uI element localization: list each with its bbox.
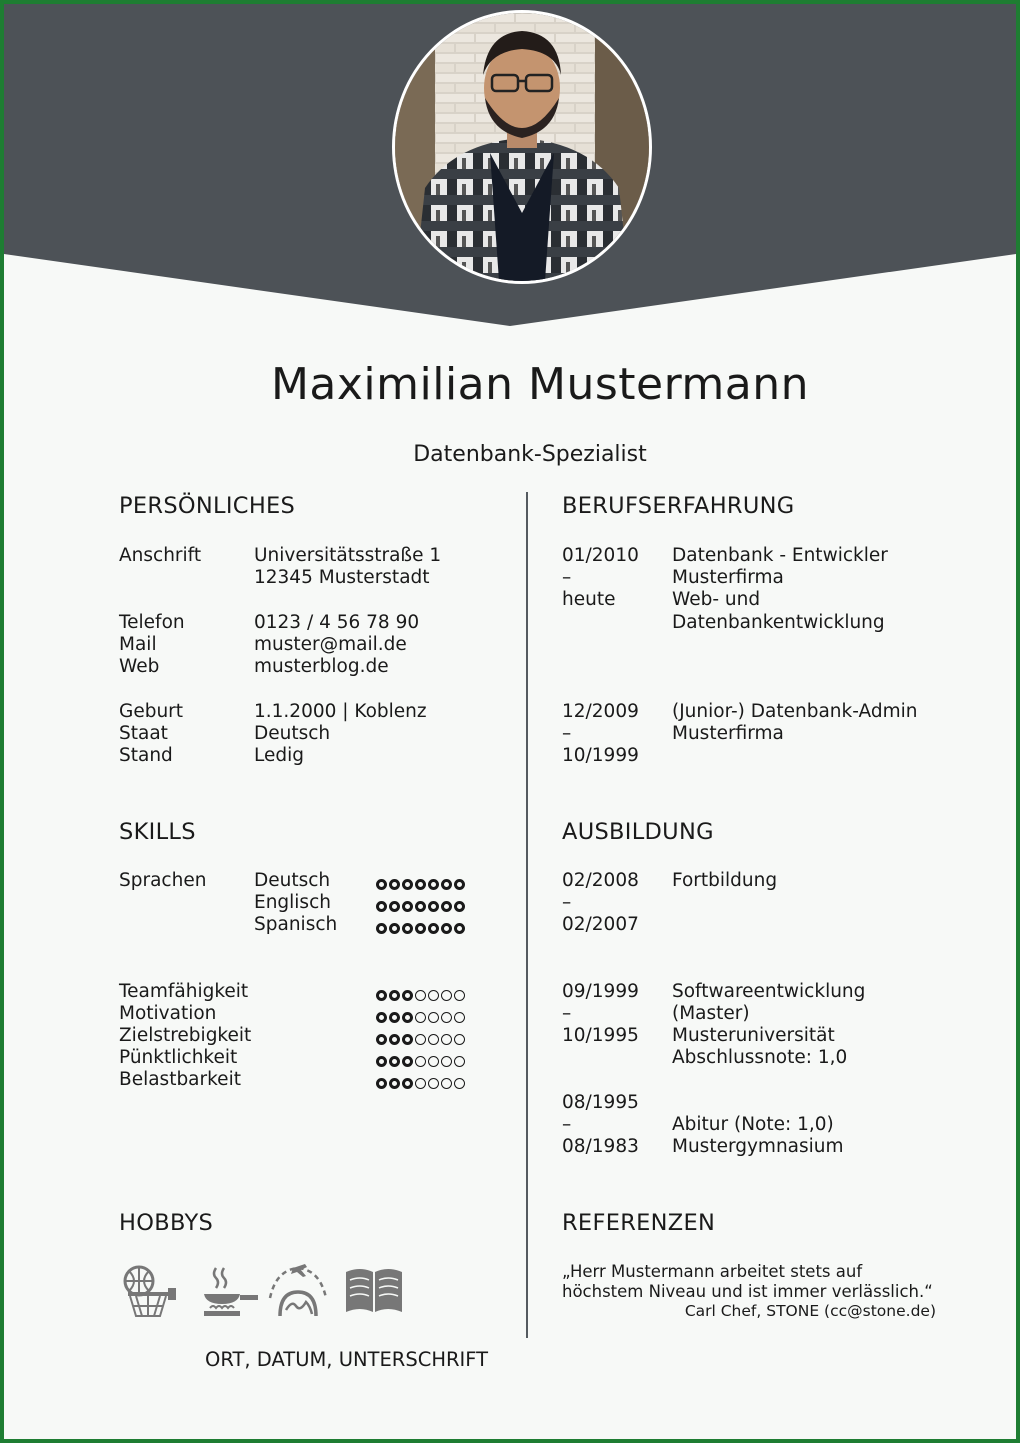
- rating-dot-filled: [389, 901, 400, 912]
- profile-photo-illustration: [395, 13, 649, 281]
- rating-dot-filled: [428, 901, 439, 912]
- language-name: Deutsch: [254, 870, 331, 891]
- hobbies-heading: HOBBYS: [119, 1210, 214, 1236]
- rating-dot-empty: [441, 1034, 452, 1045]
- column-divider: [526, 492, 528, 1338]
- job-company: Musterfirma: [672, 567, 784, 588]
- rating-dot-filled: [402, 879, 413, 890]
- job-title: Datenbank-Spezialist: [413, 442, 647, 467]
- soft-skill-name: Zielstrebigkeit: [119, 1025, 252, 1046]
- soft-skill-name: Belastbarkeit: [119, 1069, 241, 1090]
- reference-quote: „Herr Mustermann arbeitet stets auf: [562, 1262, 863, 1281]
- skill-rating: [376, 1008, 465, 1027]
- rating-dot-filled: [454, 923, 465, 934]
- travel-icon: [266, 1262, 330, 1318]
- rating-dot-empty: [441, 990, 452, 1001]
- rating-dot-empty: [441, 1012, 452, 1023]
- job-date-dash: –: [562, 723, 572, 744]
- personal-heading: PERSÖNLICHES: [119, 493, 296, 519]
- rating-dot-filled: [376, 879, 387, 890]
- nationality-value: Deutsch: [254, 723, 331, 744]
- job-date-dash: –: [562, 567, 572, 588]
- rating-dot-filled: [415, 901, 426, 912]
- skill-rating: [376, 1074, 465, 1093]
- rating-dot-empty: [454, 990, 465, 1001]
- rating-dot-filled: [376, 1056, 387, 1067]
- rating-dot-filled: [389, 1078, 400, 1089]
- address-label: Anschrift: [119, 545, 202, 566]
- education-heading: AUSBILDUNG: [562, 819, 714, 845]
- edu-title: Fortbildung: [672, 870, 778, 891]
- rating-dot-filled: [389, 1034, 400, 1045]
- profile-photo: [392, 10, 652, 284]
- rating-dot-empty: [415, 1012, 426, 1023]
- rating-dot-filled: [441, 901, 452, 912]
- job-date-from: 01/2010: [562, 545, 639, 566]
- book-icon: [344, 1266, 404, 1314]
- web-label: Web: [119, 656, 160, 677]
- references-heading: REFERENZEN: [562, 1210, 716, 1236]
- rating-dot-filled: [454, 879, 465, 890]
- edu-date-to: 02/2007: [562, 914, 639, 935]
- job-date-to: heute: [562, 589, 616, 610]
- job-date-from: 12/2009: [562, 701, 639, 722]
- language-name: Spanisch: [254, 914, 338, 935]
- edu-institution: Mustergymnasium: [672, 1136, 844, 1157]
- job-detail: Datenbankentwicklung: [672, 612, 885, 633]
- edu-institution: Musteruniversität: [672, 1025, 835, 1046]
- edu-date-dash: –: [562, 1114, 572, 1135]
- signature-line: ORT, DATUM, UNTERSCHRIFT: [205, 1348, 489, 1371]
- rating-dot-filled: [389, 879, 400, 890]
- reference-quote: höchstem Niveau und ist immer verlässlich.“: [562, 1282, 933, 1301]
- rating-dot-filled: [415, 923, 426, 934]
- skills-heading: SKILLS: [119, 819, 196, 845]
- marital-status-label: Stand: [119, 745, 173, 766]
- skill-rating: [376, 1030, 465, 1049]
- cooking-icon: [200, 1266, 262, 1318]
- rating-dot-empty: [428, 1012, 439, 1023]
- soft-skill-name: Motivation: [119, 1003, 217, 1024]
- edu-date-from: 02/2008: [562, 870, 639, 891]
- basketball-icon: [120, 1264, 182, 1320]
- rating-dot-filled: [402, 990, 413, 1001]
- edu-degree: (Master): [672, 1003, 750, 1024]
- rating-dot-filled: [428, 923, 439, 934]
- phone-label: Telefon: [119, 612, 185, 633]
- address-line1: Universitätsstraße 1: [254, 545, 442, 566]
- address-line2: 12345 Musterstadt: [254, 567, 430, 588]
- rating-dot-filled: [389, 923, 400, 934]
- rating-dot-filled: [441, 879, 452, 890]
- candidate-name: Maximilian Mustermann: [270, 359, 810, 410]
- phone-value: 0123 / 4 56 78 90: [254, 612, 420, 633]
- mail-label: Mail: [119, 634, 157, 655]
- nationality-label: Staat: [119, 723, 168, 744]
- job-detail: Web- und: [672, 589, 761, 610]
- job-role: (Junior-) Datenbank-Admin: [672, 701, 918, 722]
- rating-dot-empty: [441, 1056, 452, 1067]
- rating-dot-filled: [389, 1012, 400, 1023]
- edu-date-dash: –: [562, 1003, 572, 1024]
- rating-dot-filled: [402, 1034, 413, 1045]
- skill-rating: [376, 875, 465, 894]
- rating-dot-empty: [415, 1056, 426, 1067]
- job-date-to: 10/1999: [562, 745, 639, 766]
- rating-dot-filled: [402, 901, 413, 912]
- rating-dot-filled: [402, 1056, 413, 1067]
- rating-dot-filled: [389, 990, 400, 1001]
- skill-rating: [376, 919, 465, 938]
- rating-dot-empty: [415, 1078, 426, 1089]
- birth-label: Geburt: [119, 701, 184, 722]
- edu-title: Softwareentwicklung: [672, 981, 866, 1002]
- job-company: Musterfirma: [672, 723, 784, 744]
- web-value[interactable]: musterblog.de: [254, 656, 389, 677]
- edu-date-to: 08/1983: [562, 1136, 639, 1157]
- edu-grade: Abschlussnote: 1,0: [672, 1047, 848, 1068]
- rating-dot-filled: [402, 1012, 413, 1023]
- language-name: Englisch: [254, 892, 331, 913]
- rating-dot-empty: [454, 1056, 465, 1067]
- rating-dot-filled: [376, 901, 387, 912]
- rating-dot-filled: [428, 879, 439, 890]
- rating-dot-filled: [415, 879, 426, 890]
- soft-skill-name: Pünktlichkeit: [119, 1047, 238, 1068]
- skill-rating: [376, 986, 465, 1005]
- mail-value[interactable]: muster@mail.de: [254, 634, 407, 655]
- edu-date-to: 10/1995: [562, 1025, 639, 1046]
- rating-dot-empty: [428, 1056, 439, 1067]
- rating-dot-empty: [454, 1034, 465, 1045]
- rating-dot-filled: [441, 923, 452, 934]
- birth-value: 1.1.2000 | Koblenz: [254, 701, 427, 722]
- skill-rating: [376, 1052, 465, 1071]
- rating-dot-filled: [376, 923, 387, 934]
- rating-dot-empty: [454, 1078, 465, 1089]
- edu-date-from: 08/1995: [562, 1092, 639, 1113]
- rating-dot-empty: [428, 990, 439, 1001]
- rating-dot-filled: [376, 1012, 387, 1023]
- job-role: Datenbank - Entwickler: [672, 545, 888, 566]
- experience-heading: BERUFSERFAHRUNG: [562, 493, 795, 519]
- edu-title: Abitur (Note: 1,0): [672, 1114, 834, 1135]
- edu-date-from: 09/1999: [562, 981, 639, 1002]
- rating-dot-filled: [389, 1056, 400, 1067]
- soft-skill-name: Teamfähigkeit: [119, 981, 249, 1002]
- rating-dot-filled: [454, 901, 465, 912]
- rating-dot-filled: [402, 923, 413, 934]
- rating-dot-empty: [415, 990, 426, 1001]
- marital-status-value: Ledig: [254, 745, 304, 766]
- languages-label: Sprachen: [119, 870, 207, 891]
- edu-date-dash: –: [562, 892, 572, 913]
- rating-dot-empty: [454, 1012, 465, 1023]
- rating-dot-filled: [402, 1078, 413, 1089]
- reference-author: Carl Chef, STONE (cc@stone.de): [684, 1302, 936, 1320]
- rating-dot-empty: [428, 1078, 439, 1089]
- rating-dot-empty: [415, 1034, 426, 1045]
- rating-dot-empty: [441, 1078, 452, 1089]
- skill-rating: [376, 897, 465, 916]
- rating-dot-filled: [376, 1078, 387, 1089]
- rating-dot-empty: [428, 1034, 439, 1045]
- rating-dot-filled: [376, 1034, 387, 1045]
- rating-dot-filled: [376, 990, 387, 1001]
